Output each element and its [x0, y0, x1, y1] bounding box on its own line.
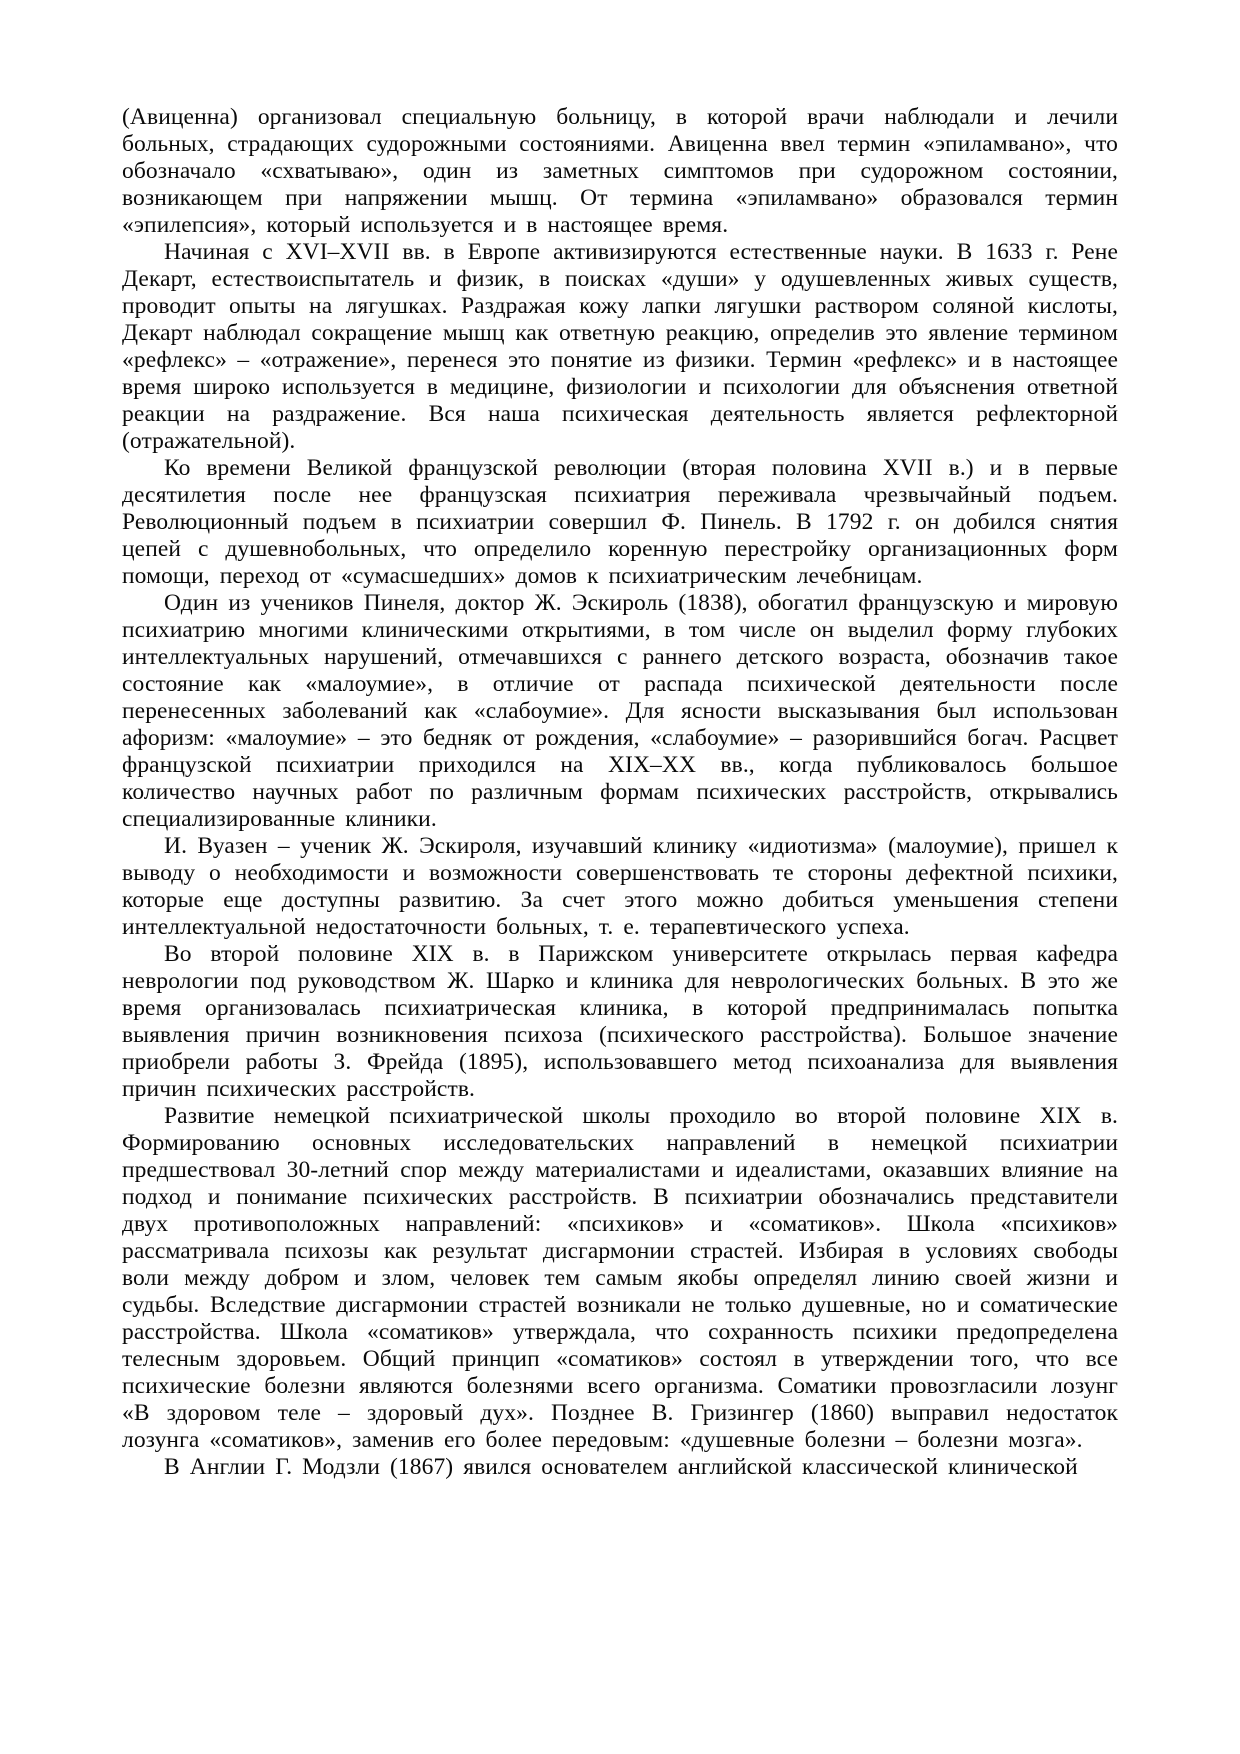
- paragraph: И. Вуазен – ученик Ж. Эскироля, изучавший клинику «идиотизма» (малоумие), пришел к выводу о необходимости и возможности совершенствовать те стороны дефектной психики, которые еще доступны развитию. За счет этого можно добиться уменьшения степени интеллектуальной недостаточности больных, т. е. терапевтического успеха.: [122, 833, 1118, 940]
- paragraph: Один из учеников Пинеля, доктор Ж. Эскироль (1838), обогатил французскую и мировую психиатрию многими клиническими открытиями, в том числе он выделил форму глубоких интеллектуальных нарушений, отмечавшихся с раннего детского возраста, обозначив такое состояние как «малоумие», в отличие от распада психической деятельности после перенесенных заболеваний как «слабоумие». Для ясности высказывания был использован афоризм: «малоумие» – это бедняк от рождения, «слабоумие» – разорившийся богач. Расцвет французской психиатрии приходился на XIX–XX вв., когда публиковалось большое количество научных работ по различным формам психических расстройств, открывались специализированные клиники.: [122, 590, 1118, 832]
- paragraph: Начиная с XVI–XVII вв. в Европе активизируются естественные науки. В 1633 г. Рене Декарт, естествоиспытатель и физик, в поисках «души» у одушевленных живых существ, проводит опыты на лягушках. Раздражая кожу лапки лягушки раствором соляной кислоты, Декарт наблюдал сокращение мышц как ответную реакцию, определив это явление термином «рефлекс» – «отражение», перенеся это понятие из физики. Термин «рефлекс» и в настоящее время широко используется в медицине, физиологии и психологии для объяснения ответной реакции на раздражение. Вся наша психическая деятельность является рефлекторной (отражательной).: [122, 239, 1118, 454]
- text-block: [122, 104, 1118, 1481]
- paragraph: Ко времени Великой французской революции (вторая половина XVII в.) и в первые десятилетия после нее французская психиатрия переживала чрезвычайный подъем. Революционный подъем в психиатрии совершил Ф. Пинель. В 1792 г. он добился снятия цепей с душевнобольных, что определило коренную перестройку организационных форм помощи, переход от «сумасшедших» домов к психиатрическим лечебницам.: [122, 455, 1118, 589]
- paragraph: (Авиценна) организовал специальную больницу, в которой врачи наблюдали и лечили больных, страдающих судорожными состояниями. Авиценна ввел термин «эпиламвано», что обозначало «схватываю», один из заметных симптомов при судорожном состоянии, возникающем при напряжении мышц. От термина «эпиламвано» образовался термин «эпилепсия», который используется и в настоящее время.: [122, 104, 1118, 238]
- paragraph: Развитие немецкой психиатрической школы проходило во второй половине XIX в. Формированию основных исследовательских направлений в немецкой психиатрии предшествовал 30-летний спор между материалистами и идеалистами, оказавших влияние на подход и понимание психических расстройств. В психиатрии обозначались представители двух противоположных направлений: «психиков» и «соматиков». Школа «психиков» рассматривала психозы как результат дисгармонии страстей. Избирая в условиях свободы воли между добром и злом, человек тем самым якобы определял линию своей жизни и судьбы. Вследствие дисгармонии страстей возникали не только душевные, но и соматические расстройства. Школа «соматиков» утверждала, что сохранность психики предопределена телесным здоровьем. Общий принцип «соматиков» состоял в утверждении того, что все психические болезни являются болезнями всего организма. Соматики провозгласили лозунг «В здоровом теле – здоровый дух». Позднее В. Гризингер (1860) выправил недостаток лозунга «соматиков», заменив его более передовым: «душевные болезни – болезни мозга».: [122, 1103, 1118, 1453]
- paragraph: В Англии Г. Модзли (1867) явился основателем английской классической клинической: [164, 1454, 1078, 1480]
- paragraph: Во второй половине XIX в. в Парижском университете открылась первая кафедра неврологии под руководством Ж. Шарко и клиника для неврологических больных. В это же время организовалась психиатрическая клиника, в которой предпринималась попытка выявления причин возникновения психоза (психического расстройства). Большое значение приобрели работы З. Фрейда (1895), использовавшего метод психоанализа для выявления причин психических расстройств.: [122, 941, 1118, 1102]
